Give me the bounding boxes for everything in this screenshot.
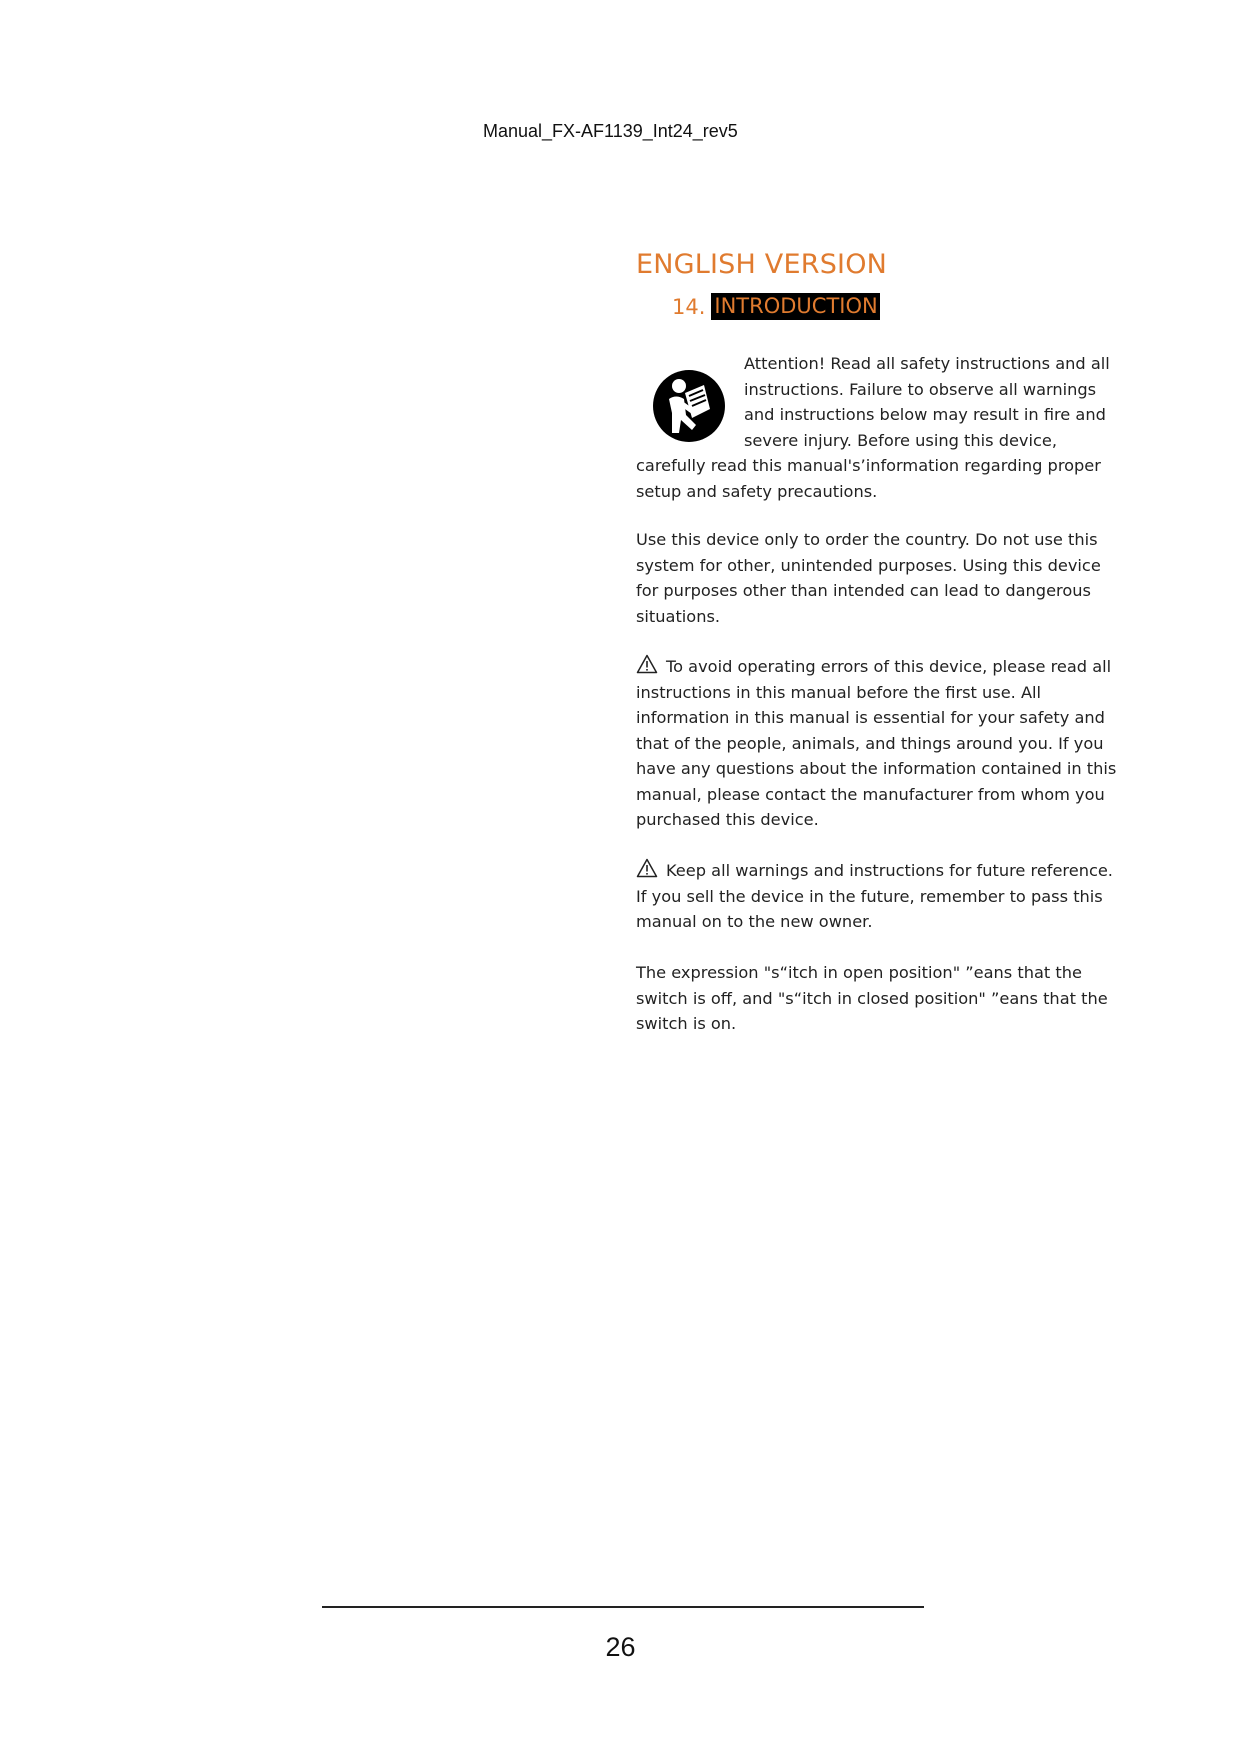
errors-block [636, 654, 1126, 833]
keep-paragraph: Keep all warnings and instructions for future reference. If you sell the device in the future, remember to pass this manual on to the new owner. [636, 861, 1113, 931]
section-number: 14. [672, 294, 706, 319]
warning-triangle-icon [636, 654, 658, 674]
page-number: 26 [605, 1632, 636, 1662]
expression-paragraph: The expression "s“itch in open position" ”eans that the switch is off, and "s“itch in closed position" ”eans that the switch is on. [636, 963, 1108, 1033]
page-title: ENGLISH VERSION [636, 249, 888, 280]
errors-paragraph: To avoid operating errors of this device, please read all instructions in this manual before the first use. All information in this manual is essential for your safety and that of the people, animals, and things around you. If you have any questions about the information contained in this manual, please contact the manufacturer from whom you purchased this device. [636, 657, 1117, 829]
usage-block [636, 527, 1126, 629]
keep-paragraph-wrap [636, 858, 1126, 935]
intro-paragraph: Attention! Read all safety instructions and all instructions. Failure to observe all warnings and instructions below may result in fire and severe injury. Before using this device, carefully read this manual's’information regarding proper setup and safety precautions. [636, 354, 1110, 501]
errors-paragraph-wrap [636, 654, 1126, 833]
footer-divider [322, 1606, 924, 1608]
usage-paragraph: Use this device only to order the country. Do not use this system for other, unintended purposes. Using this device for purposes other than intended can lead to dangerous situations. [636, 530, 1101, 626]
section-label: INTRODUCTION [711, 293, 879, 320]
intro-block [636, 351, 1126, 504]
section-heading [672, 293, 880, 320]
warning-triangle-icon [636, 858, 658, 878]
expression-block [636, 960, 1126, 1037]
keep-block [636, 858, 1126, 935]
document-header: Manual_FX-AF1139_Int24_rev5 [483, 121, 738, 141]
read-manual-icon [652, 369, 726, 443]
